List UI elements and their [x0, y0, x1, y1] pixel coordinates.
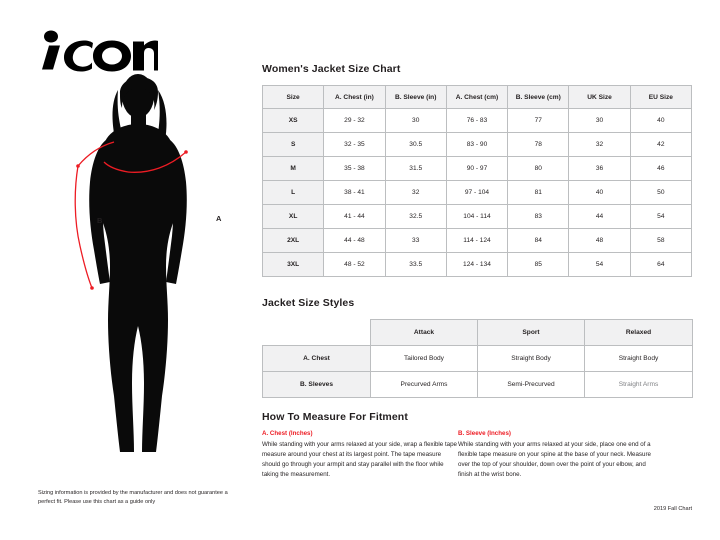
styles-cell-sport: Semi-Precurved [478, 372, 585, 398]
cell-chest-in: 48 - 52 [324, 253, 385, 277]
cell-chest-cm: 114 - 124 [446, 229, 507, 253]
column-header-uk-size: UK Size [569, 86, 630, 109]
cell-sleeve-in: 32.5 [385, 205, 446, 229]
cell-chest-in: 29 - 32 [324, 109, 385, 133]
icon-logo [38, 28, 158, 72]
cell-chest-cm: 90 - 97 [446, 157, 507, 181]
how-to-measure-sleeve [458, 430, 654, 480]
cell-uk-size: 30 [569, 109, 630, 133]
table-row [263, 109, 692, 133]
cell-eu-size: 64 [630, 253, 691, 277]
cell-chest-in: 32 - 35 [324, 133, 385, 157]
cell-eu-size: 58 [630, 229, 691, 253]
cell-sleeve-in: 32 [385, 181, 446, 205]
chest-heading: A. Chest (Inches) [262, 430, 313, 437]
cell-sleeve-cm: 85 [508, 253, 569, 277]
cell-eu-size: 46 [630, 157, 691, 181]
styles-header-row [263, 320, 693, 346]
table-row [263, 157, 692, 181]
cell-size: S [263, 133, 324, 157]
cell-uk-size: 44 [569, 205, 630, 229]
styles-row-label: A. Chest [263, 346, 371, 372]
cell-uk-size: 32 [569, 133, 630, 157]
styles-cell-attack: Precurved Arms [371, 372, 478, 398]
table-header-row [263, 86, 692, 109]
cell-sleeve-cm: 80 [508, 157, 569, 181]
table-row [263, 181, 692, 205]
jacket-size-styles-title: Jacket Size Styles [262, 297, 355, 309]
table-row [263, 253, 692, 277]
cell-size: L [263, 181, 324, 205]
cell-eu-size: 50 [630, 181, 691, 205]
cell-chest-in: 41 - 44 [324, 205, 385, 229]
column-header-size: Size [263, 86, 324, 109]
label-a-chest: A [216, 214, 222, 223]
disclaimer-text: Sizing information is provided by the manufacturer and does not guarantee a perfect fit. Please use this chart as a guide only [38, 490, 228, 505]
table-row [263, 229, 692, 253]
column-header-eu-size: EU Size [630, 86, 691, 109]
styles-header-attack: Attack [371, 320, 478, 346]
styles-row-label: B. Sleeves [263, 372, 371, 398]
how-to-measure-title: How To Measure For Fitment [262, 411, 408, 423]
cell-sleeve-cm: 84 [508, 229, 569, 253]
left-column [0, 0, 250, 540]
cell-size: 2XL [263, 229, 324, 253]
size-chart-title: Women's Jacket Size Chart [262, 63, 401, 75]
cell-sleeve-cm: 81 [508, 181, 569, 205]
table-row [263, 133, 692, 157]
sleeve-heading: B. Sleeve (Inches) [458, 430, 511, 437]
cell-chest-cm: 97 - 104 [446, 181, 507, 205]
styles-cell-relaxed: Straight Body [585, 346, 693, 372]
jacket-size-styles-table [262, 319, 693, 398]
cell-sleeve-cm: 83 [508, 205, 569, 229]
styles-cell-sport: Straight Body [478, 346, 585, 372]
cell-sleeve-cm: 78 [508, 133, 569, 157]
styles-row-chest [263, 346, 693, 372]
cell-size: M [263, 157, 324, 181]
cell-chest-in: 44 - 48 [324, 229, 385, 253]
size-chart-table [262, 85, 692, 277]
cell-eu-size: 40 [630, 109, 691, 133]
cell-chest-cm: 124 - 134 [446, 253, 507, 277]
styles-row-sleeves [263, 372, 693, 398]
cell-size: XS [263, 109, 324, 133]
cell-sleeve-in: 31.5 [385, 157, 446, 181]
label-b-sleeve: B [97, 216, 103, 225]
cell-uk-size: 54 [569, 253, 630, 277]
cell-sleeve-cm: 77 [508, 109, 569, 133]
column-header-sleeve-cm: B. Sleeve (cm) [508, 86, 569, 109]
how-to-measure-chest [262, 430, 458, 480]
cell-sleeve-in: 33 [385, 229, 446, 253]
cell-chest-in: 35 - 38 [324, 157, 385, 181]
cell-chest-cm: 83 - 90 [446, 133, 507, 157]
sleeve-body: While standing with your arms relaxed at your side, place one end of a flexible tape measure on your spine at the base of your neck. Measure over the top of your shoulder, down over the point of your elbow, and finish at the wrist bone. [458, 441, 651, 479]
cell-eu-size: 54 [630, 205, 691, 229]
cell-uk-size: 48 [569, 229, 630, 253]
table-row [263, 205, 692, 229]
right-column [262, 0, 692, 540]
cell-size: 3XL [263, 253, 324, 277]
cell-size: XL [263, 205, 324, 229]
column-header-chest-cm: A. Chest (cm) [446, 86, 507, 109]
cell-chest-cm: 104 - 114 [446, 205, 507, 229]
styles-header-sport: Sport [478, 320, 585, 346]
footer-chart-note: 2019 Fall Chart [653, 506, 692, 512]
cell-uk-size: 36 [569, 157, 630, 181]
cell-uk-size: 40 [569, 181, 630, 205]
female-figure-diagram [30, 70, 245, 470]
cell-chest-cm: 76 - 83 [446, 109, 507, 133]
styles-cell-attack: Tailored Body [371, 346, 478, 372]
cell-chest-in: 38 - 41 [324, 181, 385, 205]
column-header-chest-in: A. Chest (in) [324, 86, 385, 109]
column-header-sleeve-in: B. Sleeve (in) [385, 86, 446, 109]
styles-header-relaxed: Relaxed [585, 320, 693, 346]
cell-sleeve-in: 33.5 [385, 253, 446, 277]
chest-body: While standing with your arms relaxed at your side, wrap a flexible tape measure around your chest at its largest point. The tape measure should go through your armpit and stay parallel with the floor while taking the measurement. [262, 441, 457, 479]
styles-cell-relaxed: Straight Arms [585, 372, 693, 398]
styles-header-blank [263, 320, 371, 346]
cell-sleeve-in: 30.5 [385, 133, 446, 157]
cell-sleeve-in: 30 [385, 109, 446, 133]
cell-eu-size: 42 [630, 133, 691, 157]
